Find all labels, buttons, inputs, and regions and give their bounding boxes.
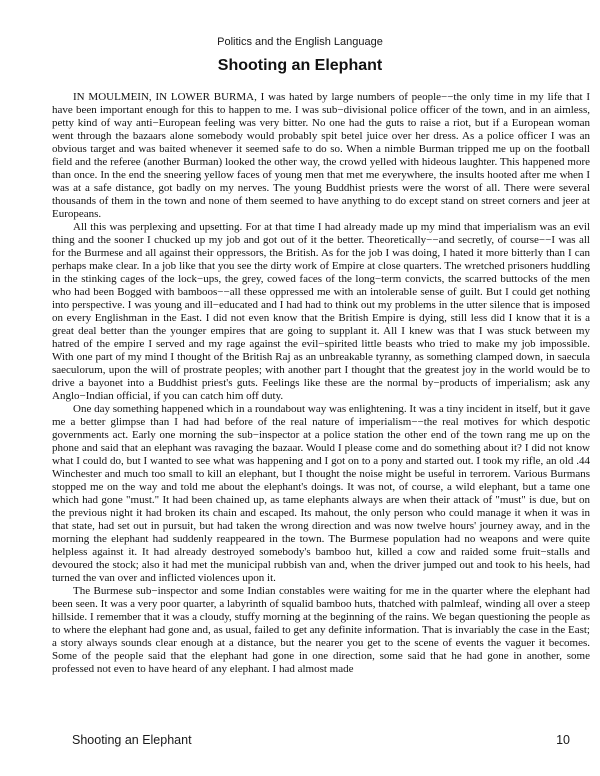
paragraph: One day something happened which in a roundabout way was enlightening. It was a tiny incident in itself, but it gave me a better glimpse than I had had before of the real nature of imperialism−−the real motives for which despotic governments act. Early one morning the sub−inspector at a police station the other end of the town rang me up on the phone and said that an elephant was ravaging the bazaar. Would I please come and do something about it? I did not know what I could do, but I wanted to see what was happening and I got on to a pony and started out. I took my rifle, an old .44 Winchester and much too small to kill an elephant, but I thought the noise might be useful in terrorem. Various Burmans stopped me on the way and told me about the elephant's doings. It was not, of course, a wild elephant, but a tame one which had gone "must." It had been chained up, as tame elephants always are when their attack of "must" is due, but on the previous night it had broken its chain and escaped. Its mahout, the only person who could manage it when it was in that state, had set out in pursuit, but had taken the wrong direction and was now twelve hours' journey away, and in the morning the elephant had suddenly reappeared in the town. The Burmese population had no weapons and were quite helpless against it. It had already destroyed somebody's bamboo hut, killed a cow and raided some fruit−stalls and devoured the stock; also it had met the municipal rubbish van and, when the driver jumped out and took to his heels, had turned the van over and inflicted violences upon it. <box>52 403 590 584</box>
page-number: 10 <box>556 733 570 747</box>
paragraph: The Burmese sub−inspector and some Indian constables were waiting for me in the quarter where the elephant had been seen. It was a very poor quarter, a labyrinth of squalid bamboo huts, thatched with palmleaf, winding all over a steep hillside. I remember that it was a cloudy, stuffy morning at the beginning of the rains. We began questioning the people as to where the elephant had gone and, as usual, failed to get any definite information. That is invariably the case in the East; a story always sounds clear enough at a distance, but the nearer you get to the scene of events the vaguer it becomes. Some of the people said that the elephant had gone in one direction, some said that he had gone in another, some professed not even to have heard of any elephant. I had almost made <box>52 585 590 675</box>
paragraph: All this was perplexing and upsetting. For at that time I had already made up my mind that imperialism was an evil thing and the sooner I chucked up my job and got out of it the better. Theoretically−−and secretly, of course−−I was all for the Burmese and all against their oppressors, the British. As for the job I was doing, I hated it more bitterly than I can perhaps make clear. In a job like that you see the dirty work of Empire at close quarters. The wretched prisoners huddling in the stinking cages of the lock−ups, the grey, cowed faces of the long−term convicts, the scarred buttocks of the men who had been Bogged with bamboos−−all these oppressed me with an intolerable sense of guilt. But I could get nothing into perspective. I was young and ill−educated and I had had to think out my problems in the utter silence that is imposed on every Englishman in the East. I did not even know that the British Empire is dying, still less did I know that it is a great deal better than the younger empires that are going to supplant it. All I knew was that I was stuck between my hatred of the empire I served and my rage against the evil−spirited little beasts who tried to make my job impossible. With one part of my mind I thought of the British Raj as an unbreakable tyranny, as something clamped down, in saecula saeculorum, upon the will of prostrate peoples; with another part I thought that the greatest joy in the world would be to drive a bayonet into a Buddhist priest's guts. Feelings like these are the normal by−products of imperialism; ask any Anglo−Indian official, if you can catch him off duty. <box>52 221 590 402</box>
footer-title: Shooting an Elephant <box>72 733 192 747</box>
document-body <box>52 91 590 676</box>
running-header: Politics and the English Language <box>217 36 383 48</box>
paragraph: IN MOULMEIN, IN LOWER BURMA, I was hated by large numbers of people−−the only time in my life that I have been important enough for this to happen to me. I was sub−divisional police officer of the town, and in an aimless, petty kind of way anti−European feeling was very bitter. No one had the guts to raise a riot, but if a European woman went through the bazaars alone somebody would probably spit betel juice over her dress. As a police officer I was an obvious target and was baited whenever it seemed safe to do so. When a nimble Burman tripped me up on the football field and the referee (another Burman) looked the other way, the crowd yelled with hideous laughter. This happened more than once. In the end the sneering yellow faces of young men that met me everywhere, the insults hooted after me when I was at a safe distance, got badly on my nerves. The young Buddhist priests were the worst of all. There were several thousands of them in the town and none of them seemed to have anything to do except stand on street corners and jeer at Europeans. <box>52 91 590 220</box>
page-title: Shooting an Elephant <box>217 57 383 74</box>
page-footer <box>72 733 570 747</box>
